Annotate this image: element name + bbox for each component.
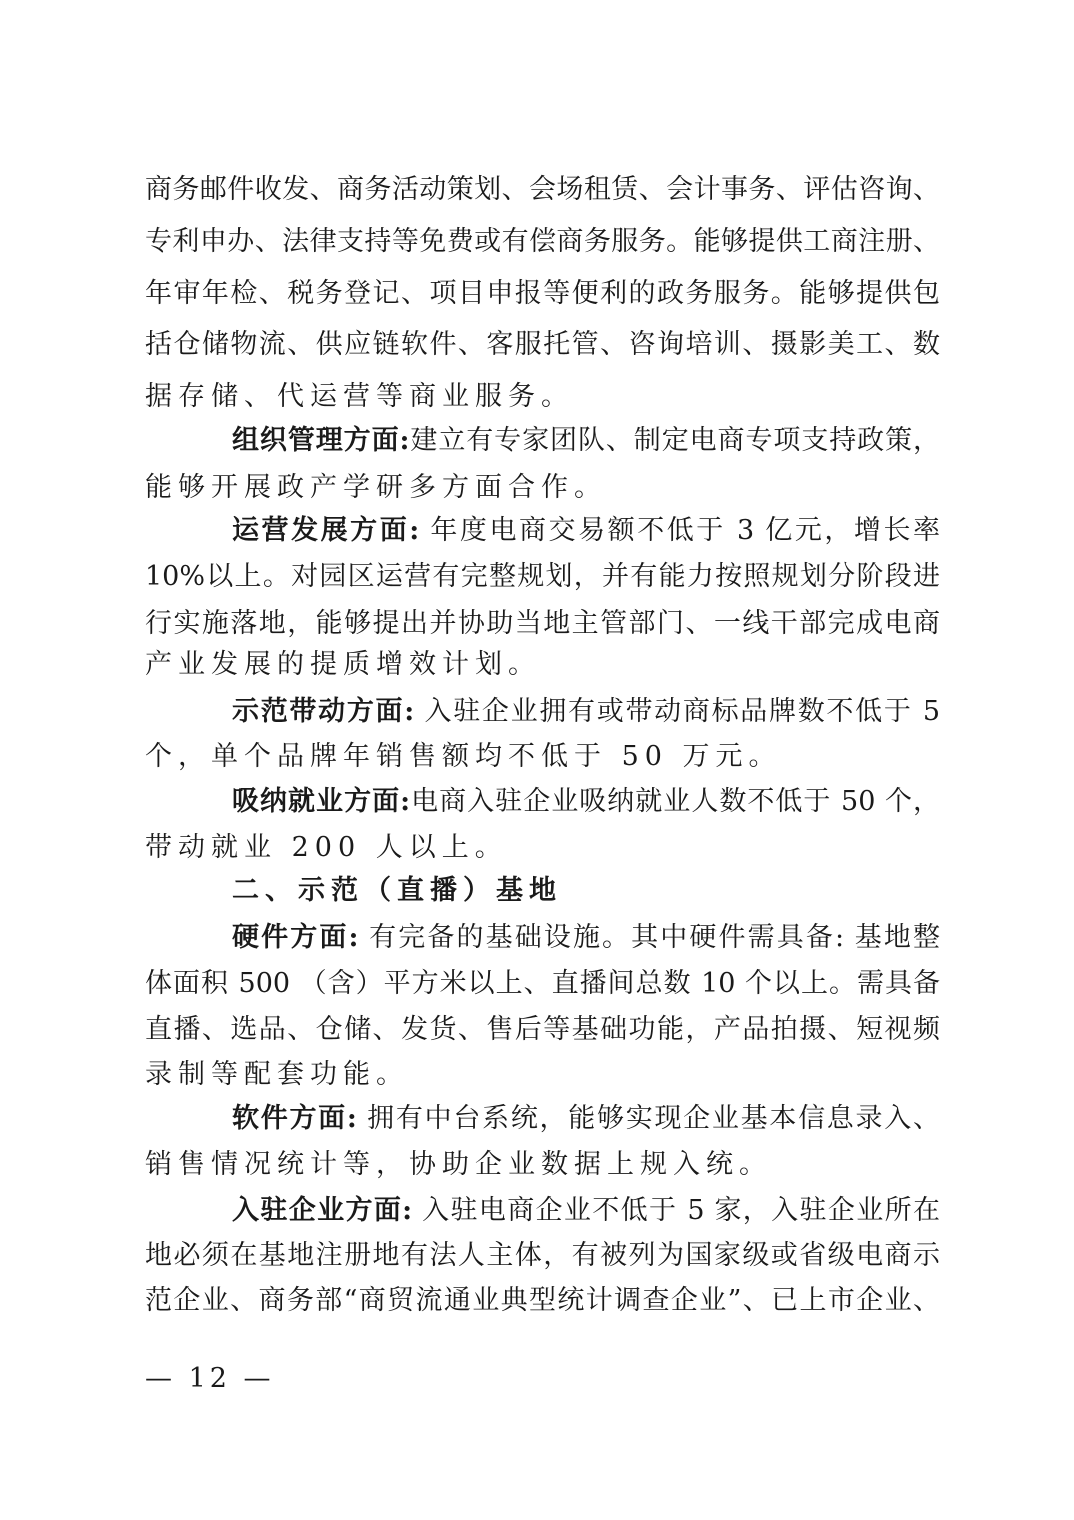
section-label: 二、示范（直播）基地	[232, 875, 562, 906]
line-text: 录制等配套功能。	[145, 1059, 409, 1090]
section-label: 示范带动方面:	[232, 696, 415, 727]
paragraph-heading-line	[232, 1194, 940, 1228]
section-label: 硬件方面:	[232, 922, 359, 953]
line-text: 10%以上。对园区运营有完整规划，并有能力按照规划分阶段进	[145, 561, 940, 592]
paragraph-heading-line	[232, 921, 940, 955]
line-text: 行实施落地，能够提出并协助当地主管部门、一线干部完成电商	[145, 608, 940, 639]
line-text: 带动就业 200 人以上。	[145, 832, 508, 863]
line-text: 个，单个品牌年销售额均不低于 50 万元。	[145, 741, 782, 772]
line-text: 商务邮件收发、商务活动策划、会场租赁、会计事务、评估咨询、	[145, 174, 940, 205]
paragraph-heading-line	[232, 1102, 940, 1136]
text-line	[145, 225, 940, 259]
text-line	[145, 607, 940, 641]
text-line	[145, 328, 940, 362]
section-label: 组织管理方面:	[232, 425, 410, 456]
paragraph-heading-line	[232, 514, 940, 548]
page-number: — 12 —	[145, 1363, 275, 1394]
text-line	[145, 831, 940, 865]
line-text: 有完备的基础设施。其中硬件需具备: 基地整	[358, 922, 940, 953]
text-line	[145, 277, 940, 311]
text-line	[145, 173, 940, 207]
text-line	[145, 740, 940, 774]
line-text: 产业发展的提质增效计划。	[145, 649, 541, 680]
section-label: 运营发展方面:	[232, 515, 420, 546]
line-text: 体面积 500 （含）平方米以上、直播间总数 10 个以上。需具备	[145, 968, 940, 999]
line-text: 电商入驻企业吸纳就业人数不低于 50 个，	[410, 786, 940, 817]
paragraph-heading-line	[232, 785, 940, 819]
text-line	[145, 560, 940, 594]
line-text: 能够开展政产学研多方面合作。	[145, 472, 607, 503]
line-text: 年度电商交易额不低于 3 亿元，增长率	[419, 515, 940, 546]
line-text: 销售情况统计等，协助企业数据上规入统。	[145, 1149, 772, 1180]
text-line	[145, 967, 940, 1001]
text-line	[145, 1058, 940, 1092]
section-label: 入驻企业方面:	[232, 1195, 413, 1226]
paragraph-heading-line	[232, 695, 940, 729]
line-text: 地必须在基地注册地有法人主体，有被列为国家级或省级电商示	[145, 1240, 940, 1271]
text-line	[145, 1148, 940, 1182]
line-text: 拥有中台系统，能够实现企业基本信息录入、	[356, 1103, 940, 1134]
paragraph-heading-line	[232, 424, 940, 458]
section-label: 吸纳就业方面:	[232, 786, 411, 817]
line-text: 范企业、商务部“商贸流通业典型统计调查企业”、已上市企业、	[145, 1285, 940, 1316]
line-text: 专利申办、法律支持等免费或有偿商务服务。能够提供工商注册、	[145, 226, 940, 257]
line-text: 括仓储物流、供应链软件、客服托管、咨询培训、摄影美工、数	[145, 329, 940, 360]
text-line	[145, 471, 940, 505]
text-line	[145, 648, 940, 682]
line-text: 建立有专家团队、制定电商专项支持政策，	[409, 425, 940, 456]
text-line	[145, 1239, 940, 1273]
line-text: 入驻电商企业不低于 5 家，入驻企业所在	[412, 1195, 940, 1226]
line-text: 入驻企业拥有或带动商标品牌数不低于 5	[414, 696, 940, 727]
section-label: 软件方面:	[232, 1103, 357, 1134]
text-line	[145, 380, 940, 414]
paragraph-heading-line	[232, 874, 940, 908]
line-text: 据存储、代运营等商业服务。	[145, 381, 574, 412]
text-line	[145, 1013, 940, 1047]
text-line	[145, 1284, 940, 1318]
line-text: 年审年检、税务登记、项目申报等便利的政务服务。能够提供包	[145, 278, 940, 309]
line-text: 直播、选品、仓储、发货、售后等基础功能，产品拍摄、短视频	[145, 1014, 940, 1045]
